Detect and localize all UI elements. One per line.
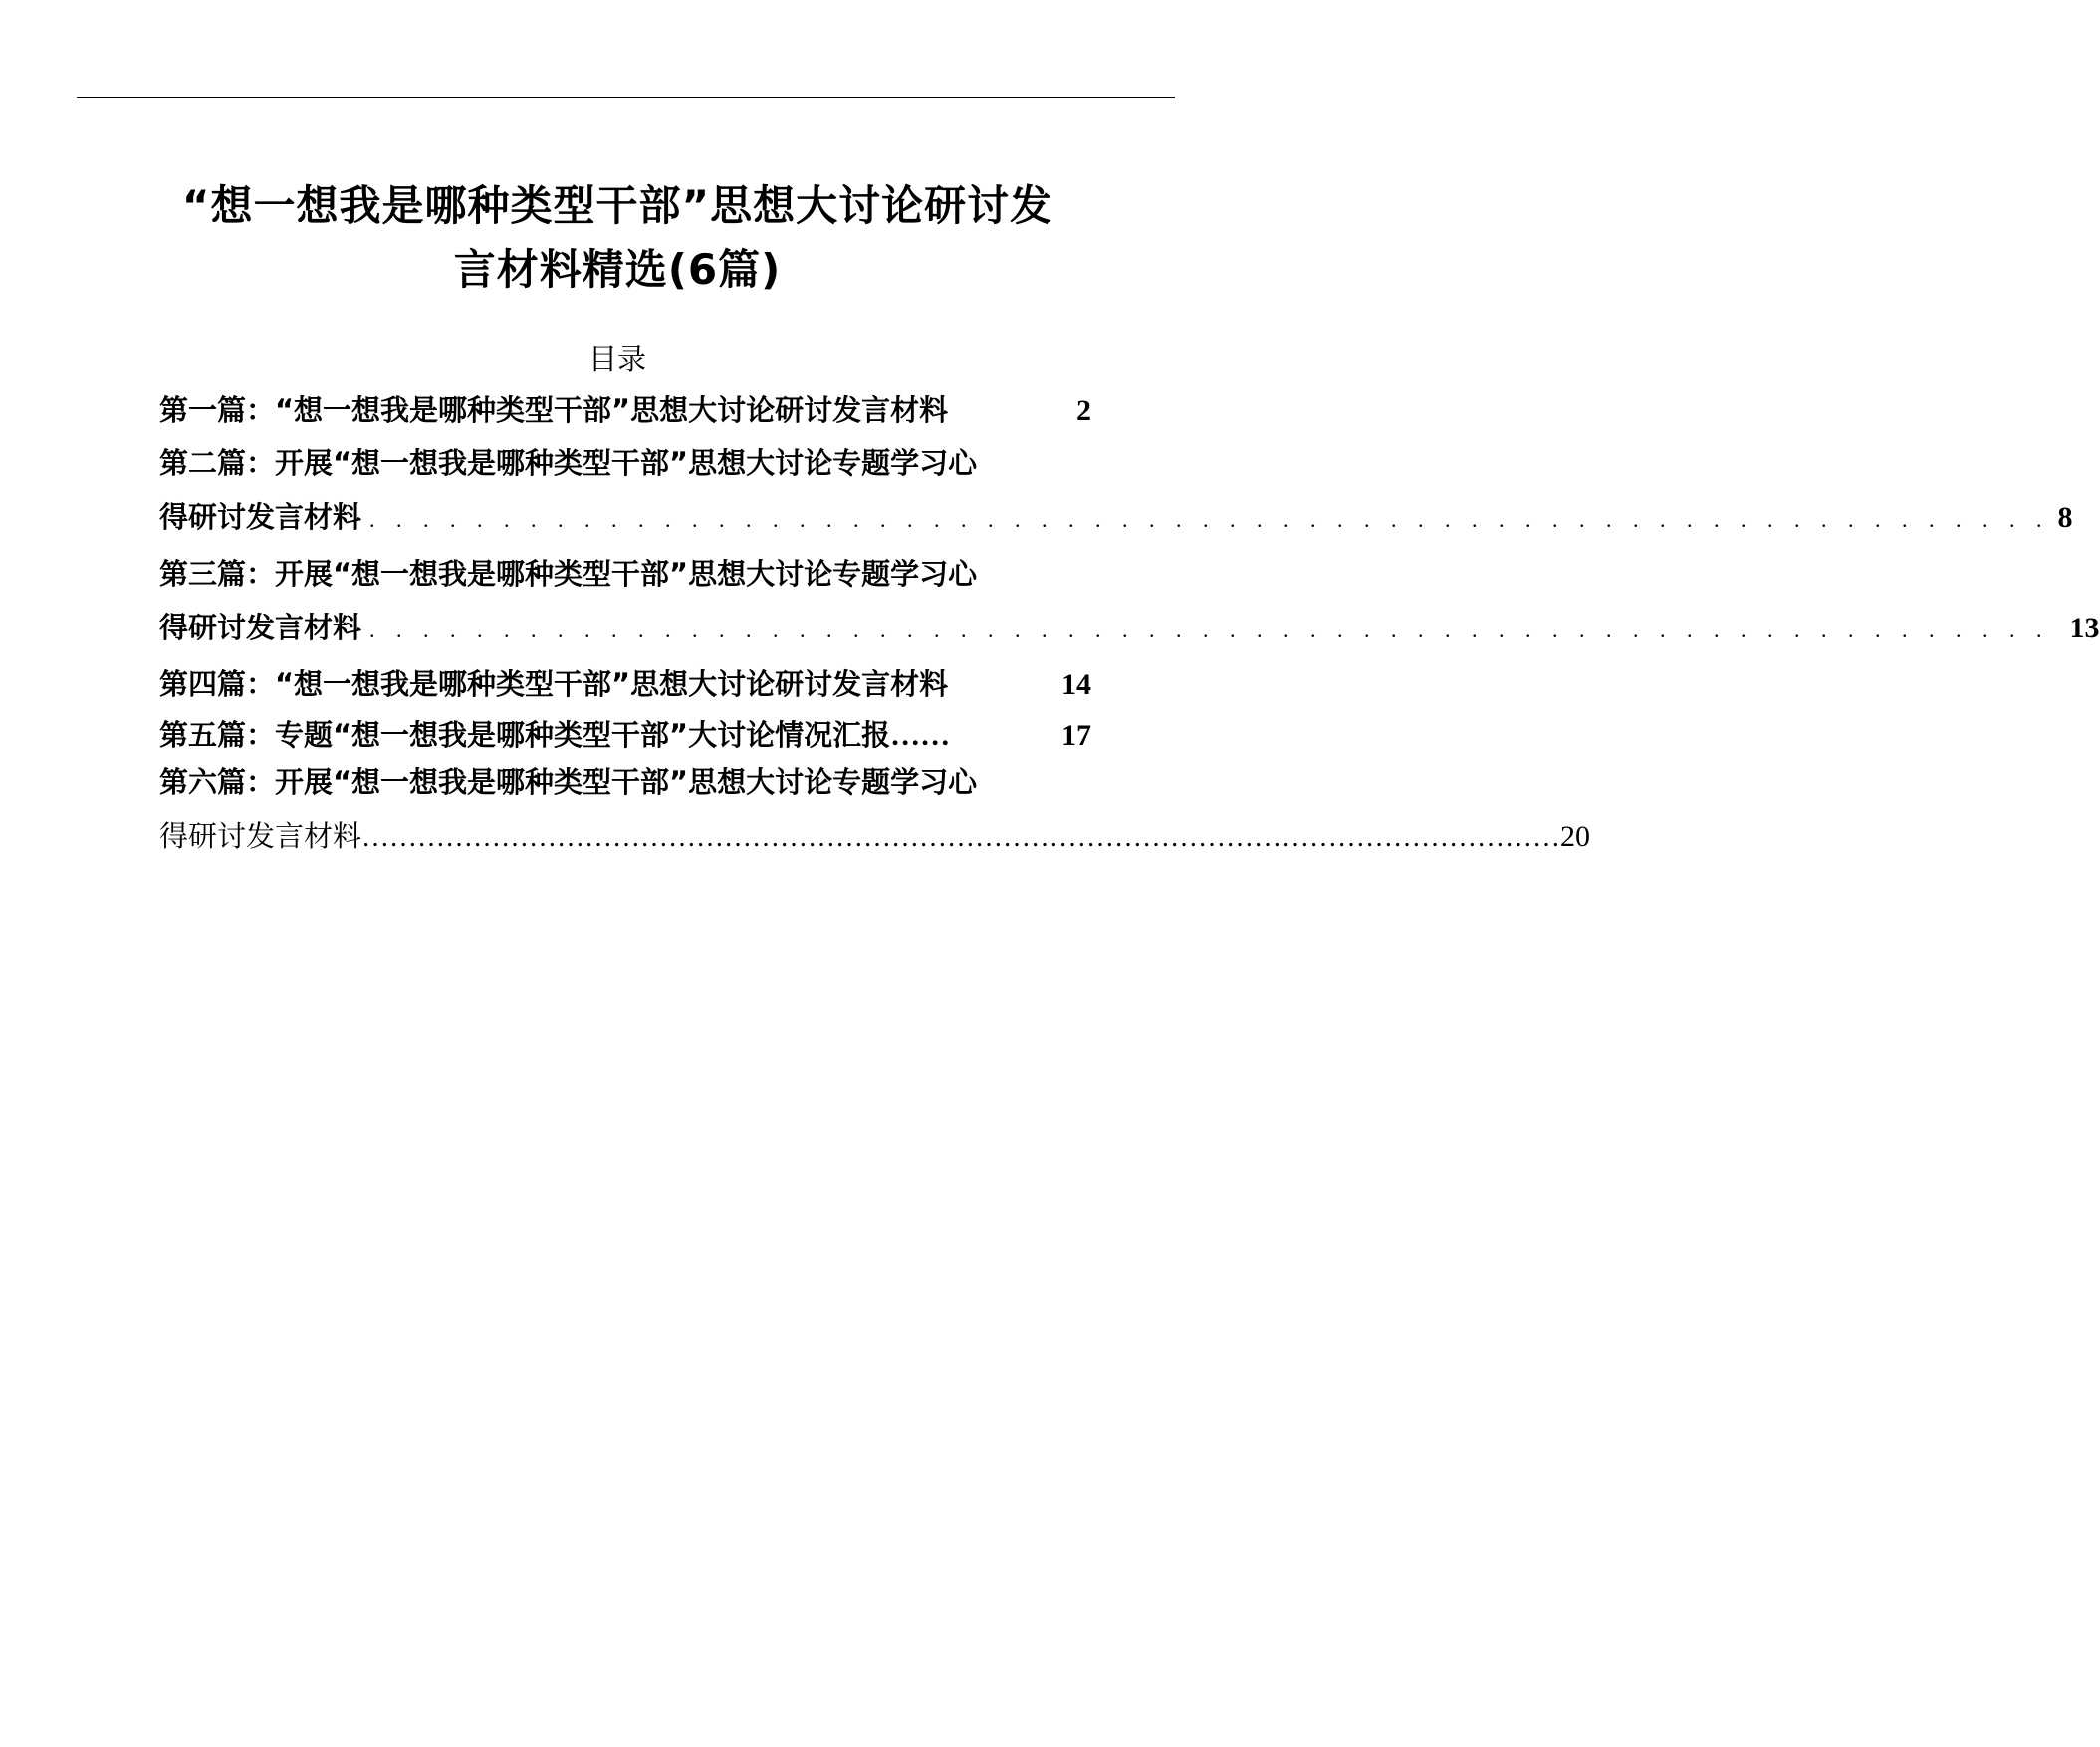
toc-entry-5-page: 17 xyxy=(1061,719,1091,752)
table-of-contents xyxy=(159,393,2100,858)
toc-entry-3-title-line-2: 得研讨发言材料 xyxy=(159,611,362,644)
document-title-line-1: “想一想我是哪种类型干部”思想大讨论研讨发 xyxy=(181,181,1053,230)
toc-entry-5-title: 第五篇：专题“想一想我是哪种类型干部”大讨论情况汇报 xyxy=(159,718,891,752)
toc-entry-1[interactable] xyxy=(159,390,1091,431)
toc-entry-3[interactable] xyxy=(159,554,1091,594)
toc-entry-3-page: 13 xyxy=(2069,612,2100,644)
toc-entry-2-title-line-2: 得研讨发言材料 xyxy=(159,500,362,534)
toc-entry-2-dot-leader: . . . . . . . . . . . . . . . . . . . . . . . . . . . . . . . . . . . . . . . . . . . . . . . . . . . . . . . . . . . . . . . xyxy=(369,507,2050,532)
toc-entry-4-page: 14 xyxy=(1061,668,1091,701)
toc-entry-6[interactable] xyxy=(159,762,1091,802)
toc-entry-3-title-line-1: 第三篇：开展“想一想我是哪种类型干部”思想大讨论专题学习心 xyxy=(159,557,978,591)
toc-entry-2-page: 8 xyxy=(2057,501,2073,534)
toc-entry-1-page: 2 xyxy=(1076,394,1091,427)
toc-entry-6-title-line-1: 第六篇：开展“想一想我是哪种类型干部”思想大讨论专题学习心 xyxy=(159,765,978,799)
toc-entry-1-title: 第一篇：“想一想我是哪种类型干部”思想大讨论研讨发言材料 xyxy=(159,393,949,427)
toc-entry-4-title: 第四篇：“想一想我是哪种类型干部”思想大讨论研讨发言材料 xyxy=(159,667,949,701)
toc-entry-6-dot-leader: ………………………………………………………………………………………………………………… xyxy=(361,822,1561,853)
toc-entry-5[interactable] xyxy=(159,715,1091,756)
toc-heading: 目录 xyxy=(587,342,646,375)
toc-entry-4[interactable] xyxy=(159,664,1091,705)
toc-entry-2-cont[interactable] xyxy=(159,497,2073,540)
toc-entry-3-dot-leader: . . . . . . . . . . . . . . . . . . . . . . . . . . . . . . . . . . . . . . . . . . . . . . . . . . . . . . . . . . . . . . . xyxy=(369,618,2050,642)
toc-entry-6-cont[interactable] xyxy=(159,816,1591,858)
toc-entry-6-title-line-2: 得研讨发言材料 xyxy=(159,819,362,853)
toc-entry-5-ellipsis: …… xyxy=(890,719,951,752)
document-title xyxy=(139,174,1095,302)
toc-entry-3-cont[interactable] xyxy=(159,608,2100,650)
toc-entry-6-page: 20 xyxy=(1560,820,1591,853)
document-title-line-2: 言材料精选(6篇) xyxy=(453,245,782,294)
header-rule xyxy=(77,97,1175,98)
toc-entry-2[interactable] xyxy=(159,443,1091,483)
toc-entry-2-title-line-1: 第二篇：开展“想一想我是哪种类型干部”思想大讨论专题学习心 xyxy=(159,446,978,480)
